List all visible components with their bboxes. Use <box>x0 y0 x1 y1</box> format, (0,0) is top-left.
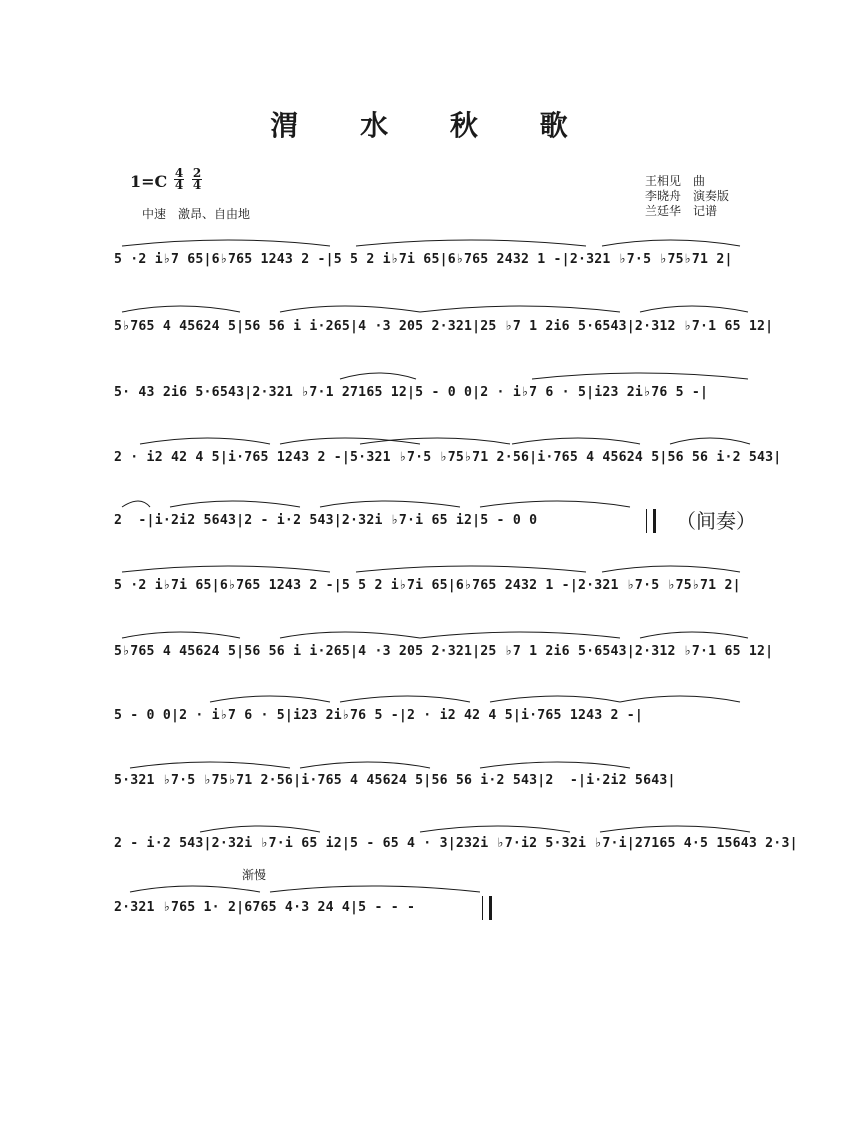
tempo-marking: 中速 激昂、自由地 <box>142 207 251 221</box>
score-line-10: 2 - i·2 543|2·32i ♭7·i 65 i2|5 - 65 4 · 3|232i ♭7·i2 5·32i ♭7·i|27165 4·5 15643 2·3| <box>114 836 798 851</box>
end-barline-1 <box>646 509 656 533</box>
performer-credit: 李晓舟 演奏版 <box>645 189 730 203</box>
score-line-5: 2 -|i·2i2 5643|2 - i·2 543|2·32i ♭7·i 65 i2|5 - 0 0 <box>114 513 538 528</box>
time-sig-2-top: 2 <box>192 166 202 180</box>
time-signature-1 <box>174 168 184 191</box>
end-barline-2 <box>482 896 492 920</box>
score-line-1: 5 ·2 i♭7 65|6♭765 1243 2 -|5 5 2 i♭7i 65|6♭765 2432 1 -|2·321 ♭7·5 ♭75♭71 2| <box>114 252 733 267</box>
score-line-2: 5♭765 4 45624 5|56 56 i i·265|4 ·3 205 2·321|25 ♭7 1 2i6 5·6543|2·312 ♭7·1 65 12| <box>114 319 774 334</box>
time-signature-2 <box>192 168 202 191</box>
score-line-11: 2·321 ♭765 1· 2|6765 4·3 24 4|5 - - - <box>114 900 416 915</box>
score-line-8: 5 - 0 0|2 · i♭7 6 · 5|i23 2i♭76 5 -|2 · i2 42 4 5|i·765 1243 2 -| <box>114 708 644 723</box>
interlude-label: （间奏） <box>676 509 756 533</box>
score-line-7: 5♭765 4 45624 5|56 56 i i·265|4 ·3 205 2·321|25 ♭7 1 2i6 5·6543|2·312 ♭7·1 65 12| <box>114 644 774 659</box>
transcriber-credit: 兰廷华 记谱 <box>645 204 718 218</box>
score-line-9: 5·321 ♭7·5 ♭75♭71 2·56|i·765 4 45624 5|56 56 i·2 543|2 -|i·2i2 5643| <box>114 773 676 788</box>
ritardando-label: 渐慢 <box>242 868 267 882</box>
score-line-6: 5 ·2 i♭7i 65|6♭765 1243 2 -|5 5 2 i♭7i 65|6♭765 2432 1 -|2·321 ♭7·5 ♭75♭71 2| <box>114 578 741 593</box>
time-sig-1-bottom: 4 <box>174 178 184 192</box>
slur-arcs <box>120 880 750 894</box>
composer-credit: 王相见 曲 <box>645 174 706 188</box>
credits <box>645 174 729 219</box>
time-sig-1-top: 4 <box>174 166 184 180</box>
score-line-4: 2 · i2 42 4 5|i·765 1243 2 -|5·321 ♭7·5 ♭75♭71 2·56|i·765 4 45624 5|56 56 i·2 543| <box>114 450 782 465</box>
time-sig-2-bottom: 4 <box>192 178 202 192</box>
score-line-3: 5· 43 2i6 5·6543|2·321 ♭7·1 27165 12|5 - 0 0|2 · i♭7 6 · 5|i23 2i♭76 5 -| <box>114 385 709 400</box>
score-title: 渭 水 秋 歌 <box>270 109 594 142</box>
key-signature: 1=C <box>130 172 168 191</box>
